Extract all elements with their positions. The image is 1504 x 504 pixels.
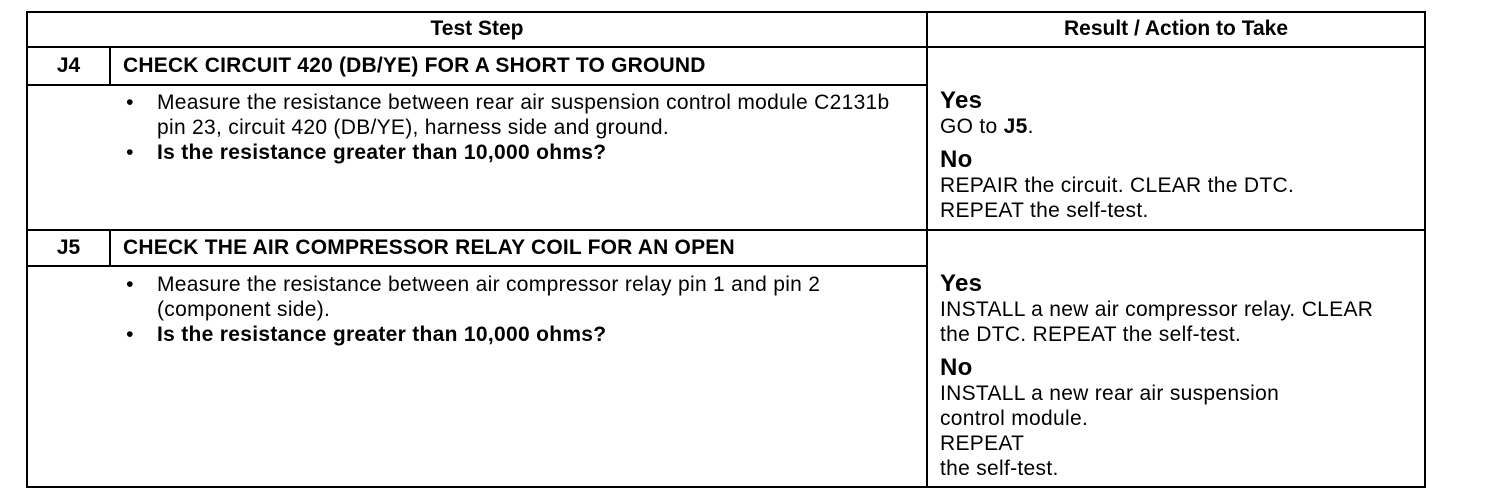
result-action-no-line: the self-test. (940, 457, 1059, 480)
list-item (123, 140, 903, 165)
result-label-yes: Yes (940, 87, 983, 114)
list-item (123, 90, 903, 140)
result-label-no: No (940, 146, 973, 173)
result-action-no: REPAIR the circuit. CLEAR the DTC. REPEAT the self-test. (940, 174, 1295, 222)
step-title-j5: CHECK THE AIR COMPRESSOR RELAY COIL FOR AN OPEN (123, 236, 735, 259)
bullet-icon: • (126, 323, 134, 346)
bullet-icon: • (126, 273, 134, 296)
step-j5-results (940, 271, 1410, 481)
question-text: Is the resistance greater than 10,000 ohms? (157, 141, 607, 164)
bullet-icon: • (126, 141, 134, 164)
j5-id-divider (109, 230, 111, 266)
header-test-step: Test Step (430, 17, 524, 40)
step-id-j5: J5 (56, 236, 81, 259)
j4-id-divider (109, 47, 111, 85)
result-label-yes: Yes (940, 270, 983, 297)
j4-title-divider (26, 84, 927, 86)
step-j4-results (940, 88, 1410, 223)
result-action-prefix: GO to (940, 115, 1004, 138)
header-divider (26, 46, 1426, 48)
result-label-no: No (940, 354, 973, 381)
result-action-no-line: INSTALL a new rear air suspension (940, 382, 1280, 405)
list-item (123, 272, 903, 322)
step-j4-instructions (123, 90, 903, 165)
j5-title-divider (26, 265, 927, 267)
header-result-action: Result / Action to Take (1063, 17, 1289, 40)
result-action-no-line: control module. (940, 407, 1089, 430)
row-divider (26, 229, 1426, 231)
result-action-yes (940, 114, 1410, 139)
list-item (123, 322, 903, 347)
result-action-suffix: . (1027, 115, 1034, 138)
step-reference: J5 (1003, 115, 1028, 138)
step-title-j4: CHECK CIRCUIT 420 (DB/YE) FOR A SHORT TO GROUND (123, 54, 706, 77)
question-text: Is the resistance greater than 10,000 ohms? (157, 323, 607, 346)
column-divider (926, 11, 928, 488)
step-j5-instructions (123, 272, 903, 347)
bullet-icon: • (126, 91, 134, 114)
result-action-yes: INSTALL a new air compressor relay. CLEAR the DTC. REPEAT the self-test. (940, 298, 1374, 346)
instruction-text: Measure the resistance between rear air suspension control module C2131b pin 23, circuit 420 (DB/YE), harness side and ground. (157, 91, 890, 139)
step-id-j4: J4 (56, 54, 81, 77)
instruction-text: Measure the resistance between air compressor relay pin 1 and pin 2 (component side). (157, 273, 821, 321)
result-action-no-line: REPEAT (940, 432, 1025, 455)
